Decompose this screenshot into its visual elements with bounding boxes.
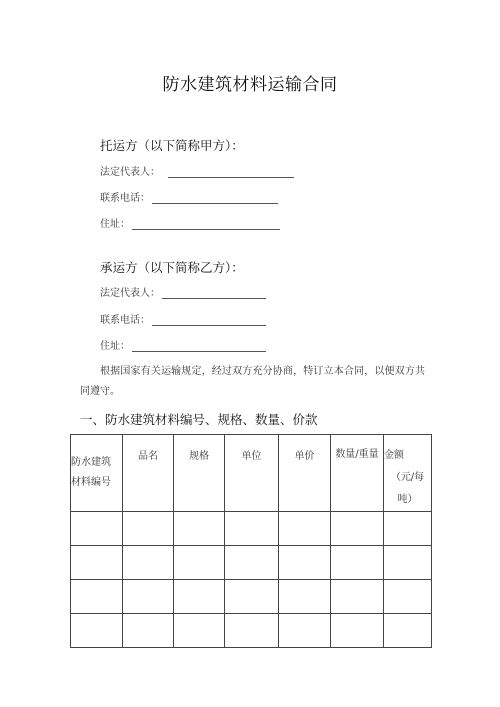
shipper-legal-rep-field	[100, 164, 294, 178]
header-unit-price: 单价	[279, 435, 331, 512]
shipper-phone-blank	[152, 193, 278, 204]
table-cell[interactable]	[174, 614, 225, 648]
table-row	[71, 546, 432, 580]
carrier-legal-rep-label: 法定代表人：	[100, 288, 160, 299]
carrier-address-blank	[132, 341, 266, 352]
document-title: 防水建筑材料运输合同	[162, 75, 338, 95]
shipper-address-label: 住址：	[100, 219, 130, 230]
shipper-legal-rep-blank	[168, 167, 294, 178]
carrier-heading: 承运方（以下简称乙方）：	[100, 260, 244, 275]
table-cell[interactable]	[71, 512, 123, 546]
table-row	[71, 580, 432, 614]
table-cell[interactable]	[331, 512, 384, 546]
section1-heading: 一、防水建筑材料编号、规格、数量、价款	[80, 412, 318, 427]
table-cell[interactable]	[225, 546, 279, 580]
header-unit: 单位	[225, 435, 279, 512]
table-cell[interactable]	[123, 546, 174, 580]
table-cell[interactable]	[71, 546, 123, 580]
shipper-heading: 托运方（以下简称甲方）：	[100, 138, 244, 153]
shipper-phone-field	[100, 190, 278, 204]
table-cell[interactable]	[123, 580, 174, 614]
table-cell[interactable]	[174, 512, 225, 546]
carrier-address-label: 住址：	[100, 341, 130, 352]
table-cell[interactable]	[225, 580, 279, 614]
table-cell[interactable]	[71, 580, 123, 614]
shipper-phone-label: 联系电话：	[100, 193, 150, 204]
table-cell[interactable]	[331, 546, 384, 580]
table-cell[interactable]	[174, 546, 225, 580]
shipper-address-field	[100, 216, 280, 230]
table-cell[interactable]	[123, 614, 174, 648]
header-spec: 规格	[174, 435, 225, 512]
carrier-address-field	[100, 338, 266, 352]
table-cell[interactable]	[225, 512, 279, 546]
table-cell[interactable]	[331, 580, 384, 614]
table-cell[interactable]	[123, 512, 174, 546]
carrier-legal-rep-blank	[162, 288, 266, 299]
table-cell[interactable]	[384, 546, 432, 580]
table-cell[interactable]	[331, 614, 384, 648]
header-material-code: 防水建筑 材料编号	[71, 435, 123, 512]
table-cell[interactable]	[71, 614, 123, 648]
preamble-paragraph: 根据国家有关运输规定，经过双方充分协商，特订立本合同，以便双方共同遵守。	[80, 366, 425, 397]
header-product-name: 品名	[123, 435, 174, 512]
carrier-phone-field	[100, 312, 266, 326]
table-cell[interactable]	[384, 580, 432, 614]
table-cell[interactable]	[225, 614, 279, 648]
table-cell[interactable]	[279, 546, 331, 580]
shipper-legal-rep-label: 法定代表人：	[100, 167, 160, 178]
header-quantity-weight: 数量/重量	[331, 435, 384, 512]
header-amount: 金额 （元/每 吨）	[384, 435, 432, 512]
shipper-address-blank	[132, 219, 280, 230]
carrier-phone-blank	[152, 315, 266, 326]
table-cell[interactable]	[384, 614, 432, 648]
table-row	[71, 512, 432, 546]
carrier-phone-label: 联系电话：	[100, 315, 150, 326]
table-cell[interactable]	[279, 580, 331, 614]
table-header-row	[71, 435, 432, 512]
table-row	[71, 614, 432, 648]
table-cell[interactable]	[279, 614, 331, 648]
table-cell[interactable]	[174, 580, 225, 614]
carrier-legal-rep-field	[100, 285, 266, 299]
table-cell[interactable]	[279, 512, 331, 546]
table-cell[interactable]	[384, 512, 432, 546]
materials-table	[70, 434, 432, 648]
